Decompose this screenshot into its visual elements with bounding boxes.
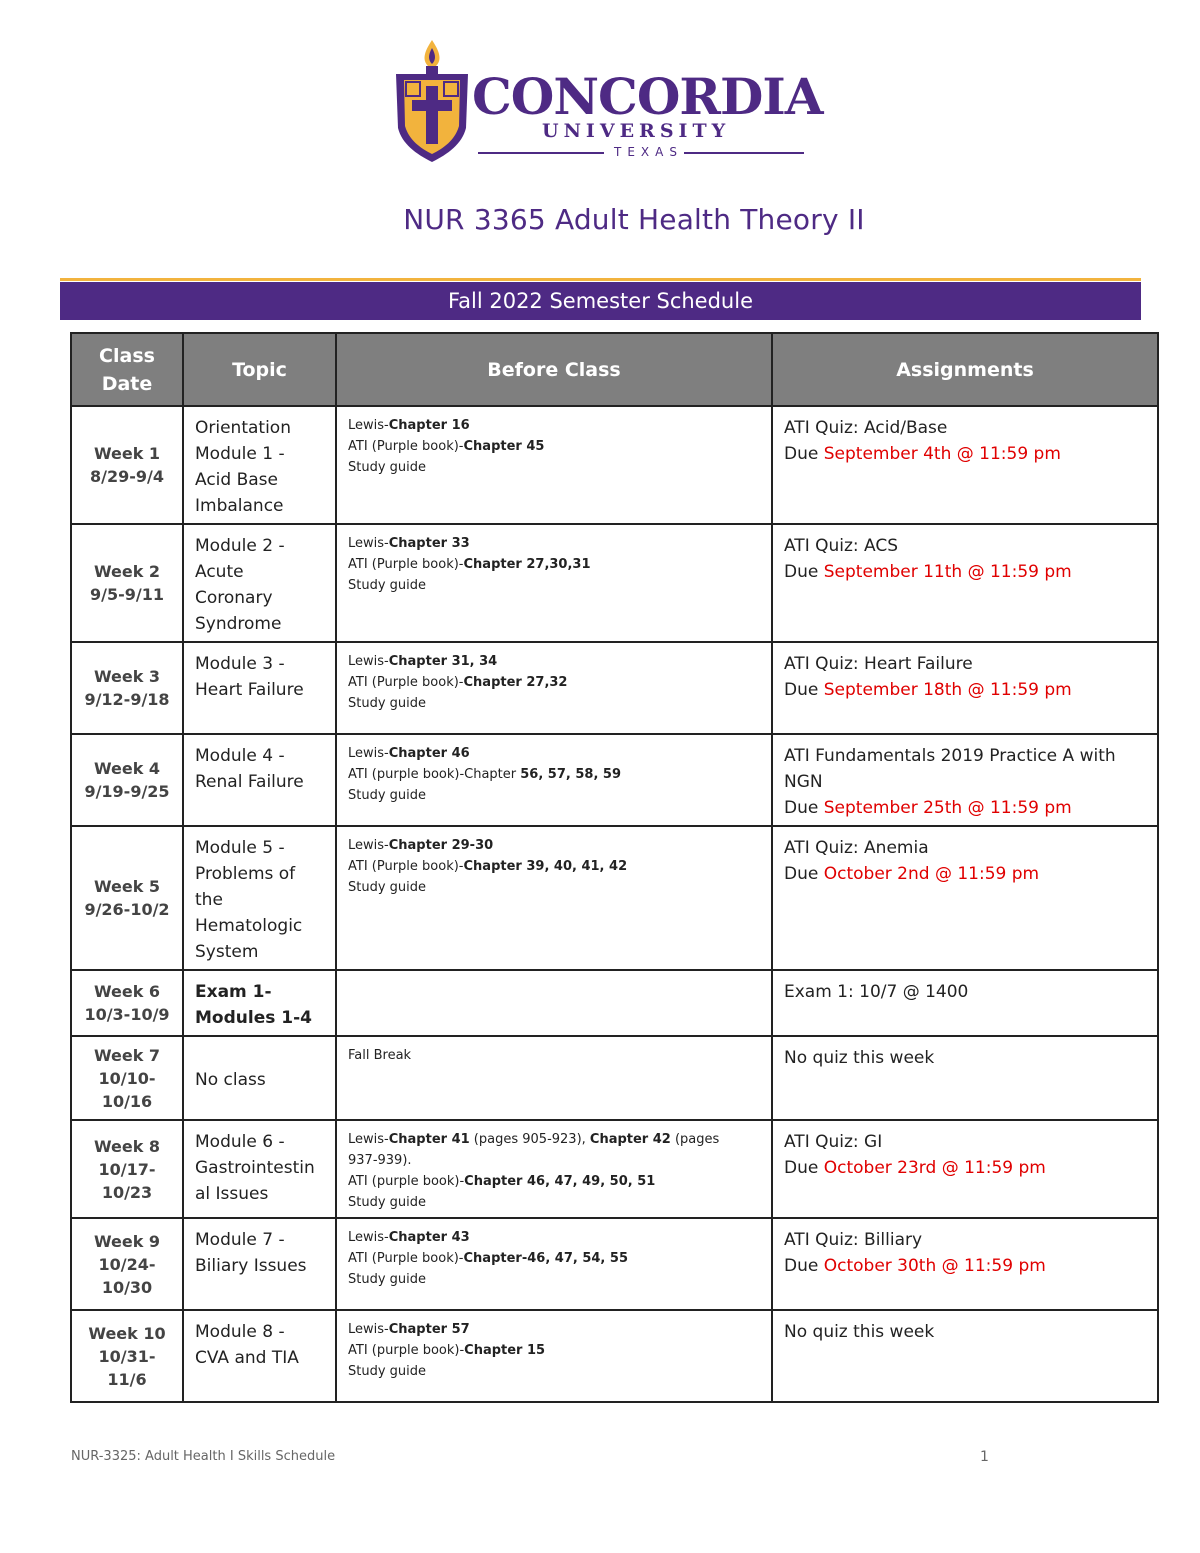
week-cell xyxy=(71,1310,183,1402)
due-label: Due xyxy=(784,562,824,582)
table-row xyxy=(71,1218,1158,1310)
topic-line: System xyxy=(195,942,259,962)
reading-line xyxy=(348,785,761,806)
reading-chapter: Chapter 27,30,31 xyxy=(463,557,591,572)
reading-line xyxy=(348,877,761,898)
reading-line xyxy=(348,457,761,478)
assignment-title: ATI Quiz: ACS xyxy=(784,536,899,556)
assignment-cell xyxy=(772,524,1158,642)
week-cell xyxy=(71,524,183,642)
assignment-cell xyxy=(772,642,1158,734)
week-cell xyxy=(71,406,183,524)
due-label: Due xyxy=(784,1256,824,1276)
reading-source: Study guide xyxy=(348,1272,427,1287)
reading-line xyxy=(348,554,761,575)
header-class-date: Class Date xyxy=(71,333,183,406)
week-dates: 9/19-9/25 xyxy=(84,782,170,801)
due-label: Due xyxy=(784,798,824,818)
reading-chapter: Chapter 57 xyxy=(388,1322,470,1337)
assignment-title: ATI Fundamentals 2019 Practice A with NGN xyxy=(784,746,1116,792)
topic-line: Module 6 - xyxy=(195,1132,285,1152)
before-class-cell xyxy=(336,1218,772,1310)
assignment-cell xyxy=(772,826,1158,970)
topic-line: CVA and TIA xyxy=(195,1348,299,1368)
week-label: Week 7 xyxy=(93,1045,161,1065)
reading-line xyxy=(348,1150,761,1171)
reading-chapter: Chapter 33 xyxy=(388,536,470,551)
table-row xyxy=(71,826,1158,970)
week-dates-end: 10/23 xyxy=(101,1182,153,1202)
reading-source: Lewis- xyxy=(348,1322,389,1337)
week-dates: 10/31- xyxy=(98,1346,156,1366)
reading-line xyxy=(348,1361,761,1382)
topic-line: Coronary xyxy=(195,588,273,608)
reading-chapter: Chapter-46, 47, 54, 55 xyxy=(463,1251,628,1266)
table-row xyxy=(71,1310,1158,1402)
topic-cell xyxy=(183,1120,336,1218)
reading-source: Study guide xyxy=(348,696,427,711)
week-cell xyxy=(71,734,183,826)
topic-line: the xyxy=(195,890,223,910)
table-row xyxy=(71,1036,1158,1120)
reading-chapter: Chapter 41 xyxy=(388,1132,470,1147)
topic-line: Imbalance xyxy=(195,496,284,516)
reading-chapter: Chapter 15 xyxy=(464,1343,546,1358)
reading-chapter: Chapter 46, 47, 49, 50, 51 xyxy=(464,1174,656,1189)
assignment-title: Exam 1: 10/7 @ 1400 xyxy=(784,982,969,1002)
reading-source: Study guide xyxy=(348,460,427,475)
due-line xyxy=(784,559,1147,585)
topic-line: Gastrointestin xyxy=(195,1158,315,1178)
topic-line: Modules 1-4 xyxy=(195,1008,312,1028)
due-line xyxy=(784,795,1147,821)
due-line xyxy=(784,1253,1147,1279)
assignment-title: ATI Quiz: Acid/Base xyxy=(784,418,948,438)
week-label: Week 1 xyxy=(93,444,161,463)
reading-source: Lewis- xyxy=(348,1132,389,1147)
topic-cell xyxy=(183,826,336,970)
reading-source: ATI (Purple book)- xyxy=(348,439,464,454)
before-class-cell xyxy=(336,734,772,826)
gold-divider xyxy=(60,278,1141,281)
reading-line xyxy=(348,693,761,714)
week-dates-end: 10/30 xyxy=(101,1277,153,1297)
reading-line xyxy=(348,764,761,785)
table-row xyxy=(71,524,1158,642)
topic-line: No class xyxy=(195,1070,266,1090)
topic-line: Module 1 - xyxy=(195,444,285,464)
reading-line xyxy=(348,436,761,457)
reading-source: ATI (Purple book)- xyxy=(348,1251,464,1266)
week-dates: 10/17- xyxy=(98,1159,156,1179)
reading-line xyxy=(348,743,761,764)
assignment-title: No quiz this week xyxy=(784,1322,935,1342)
reading-source: (pages xyxy=(670,1132,720,1147)
before-class-cell xyxy=(336,826,772,970)
due-line xyxy=(784,441,1147,467)
topic-line: Problems of xyxy=(195,864,296,884)
week-label: Week 5 xyxy=(93,877,161,896)
header-topic: Topic xyxy=(183,333,336,406)
reading-source: ATI (purple book)- xyxy=(348,1343,465,1358)
week-dates: 10/3-10/9 xyxy=(84,1005,170,1024)
assignment-cell xyxy=(772,1218,1158,1310)
reading-source: ATI (Purple book)- xyxy=(348,859,464,874)
reading-line xyxy=(348,1171,761,1192)
week-cell xyxy=(71,1218,183,1310)
reading-line xyxy=(348,415,761,436)
before-class-cell xyxy=(336,970,772,1036)
table-row xyxy=(71,1120,1158,1218)
document-title: NUR 3365 Adult Health Theory II xyxy=(403,203,865,236)
reading-source: Lewis- xyxy=(348,746,389,761)
before-class-cell xyxy=(336,1036,772,1120)
before-class-cell xyxy=(336,1310,772,1402)
week-dates-end: 11/6 xyxy=(107,1369,147,1389)
topic-cell xyxy=(183,734,336,826)
schedule-banner: Fall 2022 Semester Schedule xyxy=(60,282,1141,320)
logo-texas: TEXAS xyxy=(614,145,683,159)
reading-chapter: Chapter 45 xyxy=(463,439,545,454)
assignment-cell xyxy=(772,406,1158,524)
due-date: October 30th @ 11:59 pm xyxy=(823,1256,1046,1276)
topic-line: Orientation xyxy=(195,418,291,438)
topic-line: Module 8 - xyxy=(195,1322,285,1342)
week-dates: 8/29-9/4 xyxy=(90,467,164,486)
reading-chapter: Chapter 31, 34 xyxy=(388,654,498,669)
header-before-class: Before Class xyxy=(336,333,772,406)
reading-line xyxy=(348,575,761,596)
reading-line xyxy=(348,835,761,856)
week-label: Week 2 xyxy=(93,562,161,581)
reading-line xyxy=(348,672,761,693)
week-dates: 9/12-9/18 xyxy=(84,690,170,709)
table-row xyxy=(71,642,1158,734)
assignment-cell xyxy=(772,1036,1158,1120)
header-assignments: Assignments xyxy=(772,333,1158,406)
reading-line xyxy=(348,1269,761,1290)
before-class-cell xyxy=(336,406,772,524)
week-cell xyxy=(71,970,183,1036)
reading-source: ATI (purple book)- xyxy=(348,1174,465,1189)
due-label: Due xyxy=(784,1158,824,1178)
week-cell xyxy=(71,826,183,970)
topic-line: al Issues xyxy=(195,1184,269,1204)
before-class-cell xyxy=(336,1120,772,1218)
due-date: September 25th @ 11:59 pm xyxy=(823,798,1072,818)
reading-line xyxy=(348,533,761,554)
week-dates: 10/24- xyxy=(98,1254,156,1274)
logo-rule-left xyxy=(478,152,604,154)
reading-chapter: Chapter 39, 40, 41, 42 xyxy=(463,859,628,874)
reading-source: 937-939). xyxy=(348,1153,412,1168)
topic-line: Hematologic xyxy=(195,916,303,936)
before-class-cell xyxy=(336,642,772,734)
topic-line: Acute xyxy=(195,562,244,582)
reading-line xyxy=(348,1045,761,1066)
topic-line: Biliary Issues xyxy=(195,1256,307,1276)
assignment-title: ATI Quiz: Anemia xyxy=(784,838,929,858)
topic-cell xyxy=(183,406,336,524)
reading-source: Lewis- xyxy=(348,654,389,669)
topic-cell xyxy=(183,524,336,642)
reading-source: Lewis- xyxy=(348,418,389,433)
week-label: Week 4 xyxy=(93,759,161,778)
reading-source: Fall Break xyxy=(348,1048,412,1063)
assignment-cell xyxy=(772,1310,1158,1402)
due-line xyxy=(784,861,1147,887)
week-label: Week 3 xyxy=(93,667,161,686)
assignment-cell xyxy=(772,970,1158,1036)
week-label: Week 8 xyxy=(93,1136,161,1156)
reading-line xyxy=(348,1248,761,1269)
week-cell xyxy=(71,642,183,734)
topic-line: Module 3 - xyxy=(195,654,285,674)
reading-chapter: Chapter 16 xyxy=(388,418,470,433)
topic-line: Module 2 - xyxy=(195,536,285,556)
week-dates: 9/26-10/2 xyxy=(84,900,170,919)
due-label: Due xyxy=(784,444,824,464)
reading-source: Lewis- xyxy=(348,1230,389,1245)
assignment-cell xyxy=(772,734,1158,826)
reading-line xyxy=(348,1192,761,1213)
week-label: Week 10 xyxy=(88,1323,166,1343)
crest-icon xyxy=(392,40,472,165)
topic-cell xyxy=(183,970,336,1036)
assignment-title: ATI Quiz: Billiary xyxy=(784,1230,923,1250)
week-dates: 10/10- xyxy=(98,1068,156,1088)
reading-chapter: 56, 57, 58, 59 xyxy=(520,767,622,782)
reading-source: ATI (Purple book)- xyxy=(348,557,464,572)
reading-chapter: Chapter 29-30 xyxy=(388,838,494,853)
week-label: Week 9 xyxy=(93,1231,161,1251)
topic-line: Module 5 - xyxy=(195,838,285,858)
reading-line xyxy=(348,651,761,672)
assignment-title: No quiz this week xyxy=(784,1048,935,1068)
assignment-title: ATI Quiz: Heart Failure xyxy=(784,654,973,674)
week-cell xyxy=(71,1036,183,1120)
topic-cell xyxy=(183,642,336,734)
reading-line xyxy=(348,1319,761,1340)
logo-rule-right xyxy=(684,152,804,154)
reading-source: Study guide xyxy=(348,1364,427,1379)
topic-line: Syndrome xyxy=(195,614,282,634)
reading-source: Study guide xyxy=(348,788,427,803)
reading-chapter: Chapter 43 xyxy=(388,1230,470,1245)
table-header-row xyxy=(71,333,1158,406)
week-dates: 9/5-9/11 xyxy=(90,585,164,604)
schedule-rows xyxy=(71,406,1158,1402)
reading-chapter: Chapter 27,32 xyxy=(463,675,568,690)
footer-text: NUR-3325: Adult Health I Skills Schedule xyxy=(71,1449,336,1464)
due-date: September 18th @ 11:59 pm xyxy=(823,680,1072,700)
topic-line: Module 4 - xyxy=(195,746,285,766)
reading-source: Lewis- xyxy=(348,536,389,551)
table-row xyxy=(71,970,1158,1036)
due-label: Due xyxy=(784,680,824,700)
reading-source: Lewis- xyxy=(348,838,389,853)
topic-line: Acid Base xyxy=(195,470,278,490)
due-line xyxy=(784,1155,1147,1181)
assignment-title: ATI Quiz: GI xyxy=(784,1132,883,1152)
reading-chapter: Chapter 42 xyxy=(589,1132,671,1147)
table-row xyxy=(71,406,1158,524)
reading-source: Study guide xyxy=(348,1195,427,1210)
reading-source: (pages 905-923), xyxy=(469,1132,590,1147)
due-label: Due xyxy=(784,864,824,884)
topic-line: Exam 1- xyxy=(195,982,272,1002)
due-date: September 11th @ 11:59 pm xyxy=(823,562,1072,582)
reading-line xyxy=(348,856,761,877)
topic-line: Module 7 - xyxy=(195,1230,285,1250)
reading-line xyxy=(348,1129,761,1150)
topic-line: Renal Failure xyxy=(195,772,304,792)
reading-line xyxy=(348,1340,761,1361)
university-logo xyxy=(392,40,823,165)
before-class-cell xyxy=(336,524,772,642)
logo-wordmark: CONCORDIA xyxy=(472,67,823,126)
topic-cell xyxy=(183,1218,336,1310)
reading-line xyxy=(348,1227,761,1248)
due-line xyxy=(784,677,1147,703)
table-row xyxy=(71,734,1158,826)
due-date: October 23rd @ 11:59 pm xyxy=(823,1158,1046,1178)
reading-source: ATI (purple book)-Chapter xyxy=(348,767,521,782)
week-cell xyxy=(71,1120,183,1218)
schedule-table xyxy=(70,332,1159,1403)
reading-source: Study guide xyxy=(348,578,427,593)
week-label: Week 6 xyxy=(93,982,161,1001)
reading-chapter: Chapter 46 xyxy=(388,746,470,761)
due-date: October 2nd @ 11:59 pm xyxy=(823,864,1040,884)
due-date: September 4th @ 11:59 pm xyxy=(823,444,1061,464)
logo-university: UNIVERSITY xyxy=(542,120,731,142)
reading-source: ATI (Purple book)- xyxy=(348,675,464,690)
topic-cell xyxy=(183,1036,336,1120)
assignment-cell xyxy=(772,1120,1158,1218)
page-number: 1 xyxy=(980,1449,989,1465)
topic-cell xyxy=(183,1310,336,1402)
reading-source: Study guide xyxy=(348,880,427,895)
topic-line: Heart Failure xyxy=(195,680,304,700)
week-dates-end: 10/16 xyxy=(101,1091,153,1111)
